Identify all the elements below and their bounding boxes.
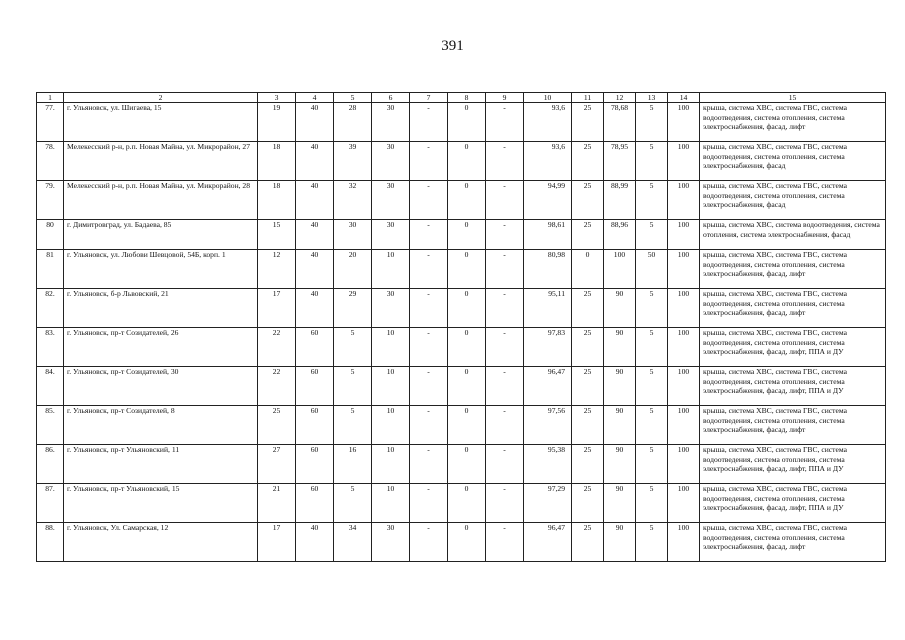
cell-col-4: 60 xyxy=(296,445,334,484)
cell-col-1: 79. xyxy=(37,181,64,220)
cell-col-13: 5 xyxy=(636,220,668,250)
cell-col-2: Мелекесский р-н, р.п. Новая Майна, ул. Микрорайон, 28 xyxy=(64,181,258,220)
cell-col-9: - xyxy=(486,484,524,523)
cell-col-11: 25 xyxy=(572,484,604,523)
cell-col-1: 82. xyxy=(37,289,64,328)
cell-col-10: 94,99 xyxy=(524,181,572,220)
cell-col-8: 0 xyxy=(448,484,486,523)
table-row xyxy=(37,523,886,562)
table-row xyxy=(37,289,886,328)
page-number: 391 xyxy=(441,38,464,54)
cell-col-9: - xyxy=(486,181,524,220)
cell-col-9: - xyxy=(486,445,524,484)
cell-col-13: 5 xyxy=(636,406,668,445)
cell-col-2: г. Ульяновск, пр-т Созидателей, 26 xyxy=(64,328,258,367)
cell-col-2: г. Ульяновск, Ул. Самарская, 12 xyxy=(64,523,258,562)
cell-col-15: крыша, система ХВС, система ГВС, система водоотведения, система отопления, система электроснабжения, фасад, лифт, ППА и ДУ xyxy=(700,367,886,406)
cell-col-14: 100 xyxy=(668,367,700,406)
cell-col-9: - xyxy=(486,406,524,445)
header-row xyxy=(37,93,886,103)
cell-col-10: 95,11 xyxy=(524,289,572,328)
cell-col-4: 40 xyxy=(296,220,334,250)
column-header-12: 12 xyxy=(604,93,636,103)
cell-col-8: 0 xyxy=(448,289,486,328)
cell-col-8: 0 xyxy=(448,406,486,445)
cell-col-7: - xyxy=(410,445,448,484)
column-header-5: 5 xyxy=(334,93,372,103)
cell-col-7: - xyxy=(410,367,448,406)
cell-col-10: 97,56 xyxy=(524,406,572,445)
cell-col-11: 0 xyxy=(572,250,604,289)
cell-col-14: 100 xyxy=(668,523,700,562)
cell-col-6: 10 xyxy=(372,367,410,406)
column-header-1: 1 xyxy=(37,93,64,103)
cell-col-14: 100 xyxy=(668,142,700,181)
cell-col-11: 25 xyxy=(572,289,604,328)
cell-col-14: 100 xyxy=(668,181,700,220)
cell-col-4: 40 xyxy=(296,181,334,220)
table-row xyxy=(37,484,886,523)
column-header-15: 15 xyxy=(700,93,886,103)
cell-col-5: 34 xyxy=(334,523,372,562)
column-header-7: 7 xyxy=(410,93,448,103)
cell-col-10: 95,38 xyxy=(524,445,572,484)
cell-col-10: 96,47 xyxy=(524,523,572,562)
cell-col-2: г. Ульяновск, б-р Львовский, 21 xyxy=(64,289,258,328)
cell-col-15: крыша, система ХВС, система ГВС, система водоотведения, система отопления, система электроснабжения, фасад, лифт, ППА и ДУ xyxy=(700,445,886,484)
table-row xyxy=(37,445,886,484)
cell-col-8: 0 xyxy=(448,103,486,142)
cell-col-12: 90 xyxy=(604,445,636,484)
cell-col-5: 5 xyxy=(334,367,372,406)
table-row xyxy=(37,142,886,181)
cell-col-6: 10 xyxy=(372,250,410,289)
cell-col-1: 88. xyxy=(37,523,64,562)
cell-col-4: 60 xyxy=(296,367,334,406)
cell-col-12: 90 xyxy=(604,484,636,523)
cell-col-12: 90 xyxy=(604,289,636,328)
column-header-8: 8 xyxy=(448,93,486,103)
data-table xyxy=(36,92,886,562)
cell-col-6: 30 xyxy=(372,289,410,328)
cell-col-4: 60 xyxy=(296,484,334,523)
cell-col-5: 29 xyxy=(334,289,372,328)
cell-col-10: 93,6 xyxy=(524,142,572,181)
cell-col-1: 84. xyxy=(37,367,64,406)
cell-col-9: - xyxy=(486,367,524,406)
cell-col-10: 80,98 xyxy=(524,250,572,289)
cell-col-9: - xyxy=(486,328,524,367)
table-row xyxy=(37,103,886,142)
cell-col-15: крыша, система ХВС, система ГВС, система водоотведения, система отопления, система электроснабжения, фасад, лифт xyxy=(700,523,886,562)
column-header-13: 13 xyxy=(636,93,668,103)
column-header-6: 6 xyxy=(372,93,410,103)
cell-col-1: 80 xyxy=(37,220,64,250)
cell-col-15: крыша, система ХВС, система ГВС, система водоотведения, система отопления, система электроснабжения, фасад, лифт, ППА и ДУ xyxy=(700,328,886,367)
cell-col-12: 88,96 xyxy=(604,220,636,250)
cell-col-5: 28 xyxy=(334,103,372,142)
cell-col-10: 96,47 xyxy=(524,367,572,406)
cell-col-15: крыша, система ХВС, система ГВС, система водоотведения, система отопления, система электроснабжения, фасад xyxy=(700,142,886,181)
cell-col-9: - xyxy=(486,523,524,562)
cell-col-9: - xyxy=(486,103,524,142)
cell-col-13: 5 xyxy=(636,289,668,328)
cell-col-13: 5 xyxy=(636,367,668,406)
cell-col-3: 15 xyxy=(258,220,296,250)
cell-col-4: 40 xyxy=(296,289,334,328)
cell-col-7: - xyxy=(410,484,448,523)
column-header-14: 14 xyxy=(668,93,700,103)
cell-col-4: 60 xyxy=(296,328,334,367)
cell-col-6: 30 xyxy=(372,181,410,220)
cell-col-7: - xyxy=(410,220,448,250)
cell-col-5: 5 xyxy=(334,406,372,445)
cell-col-14: 100 xyxy=(668,250,700,289)
cell-col-12: 100 xyxy=(604,250,636,289)
cell-col-11: 25 xyxy=(572,181,604,220)
cell-col-14: 100 xyxy=(668,406,700,445)
cell-col-9: - xyxy=(486,142,524,181)
cell-col-7: - xyxy=(410,328,448,367)
cell-col-13: 5 xyxy=(636,181,668,220)
cell-col-11: 25 xyxy=(572,103,604,142)
cell-col-3: 27 xyxy=(258,445,296,484)
cell-col-12: 90 xyxy=(604,406,636,445)
cell-col-8: 0 xyxy=(448,142,486,181)
column-header-2: 2 xyxy=(64,93,258,103)
cell-col-2: г. Ульяновск, пр-т Созидателей, 8 xyxy=(64,406,258,445)
cell-col-10: 97,29 xyxy=(524,484,572,523)
cell-col-14: 100 xyxy=(668,289,700,328)
cell-col-6: 30 xyxy=(372,103,410,142)
cell-col-5: 32 xyxy=(334,181,372,220)
cell-col-15: крыша, система ХВС, система ГВС, система водоотведения, система отопления, система электроснабжения, фасад, лифт, ППА и ДУ xyxy=(700,484,886,523)
cell-col-12: 78,68 xyxy=(604,103,636,142)
cell-col-2: г. Ульяновск, пр-т Созидателей, 30 xyxy=(64,367,258,406)
cell-col-6: 30 xyxy=(372,142,410,181)
table-row xyxy=(37,406,886,445)
cell-col-3: 18 xyxy=(258,142,296,181)
cell-col-8: 0 xyxy=(448,250,486,289)
cell-col-3: 18 xyxy=(258,181,296,220)
cell-col-10: 98,61 xyxy=(524,220,572,250)
column-header-4: 4 xyxy=(296,93,334,103)
cell-col-4: 40 xyxy=(296,250,334,289)
table-row xyxy=(37,328,886,367)
cell-col-14: 100 xyxy=(668,484,700,523)
cell-col-12: 90 xyxy=(604,523,636,562)
column-header-10: 10 xyxy=(524,93,572,103)
cell-col-15: крыша, система ХВС, система ГВС, система водоотведения, система отопления, система электроснабжения, фасад xyxy=(700,181,886,220)
cell-col-7: - xyxy=(410,142,448,181)
cell-col-3: 19 xyxy=(258,103,296,142)
cell-col-5: 39 xyxy=(334,142,372,181)
column-header-9: 9 xyxy=(486,93,524,103)
cell-col-5: 5 xyxy=(334,484,372,523)
cell-col-10: 97,83 xyxy=(524,328,572,367)
cell-col-1: 86. xyxy=(37,445,64,484)
cell-col-6: 10 xyxy=(372,328,410,367)
cell-col-6: 10 xyxy=(372,484,410,523)
cell-col-13: 5 xyxy=(636,328,668,367)
cell-col-11: 25 xyxy=(572,142,604,181)
cell-col-12: 90 xyxy=(604,328,636,367)
cell-col-14: 100 xyxy=(668,220,700,250)
cell-col-6: 30 xyxy=(372,523,410,562)
cell-col-14: 100 xyxy=(668,445,700,484)
cell-col-12: 88,99 xyxy=(604,181,636,220)
cell-col-1: 78. xyxy=(37,142,64,181)
cell-col-15: крыша, система ХВС, система ГВС, система водоотведения, система отопления, система электроснабжения, фасад, лифт xyxy=(700,406,886,445)
cell-col-7: - xyxy=(410,289,448,328)
cell-col-6: 10 xyxy=(372,445,410,484)
cell-col-8: 0 xyxy=(448,181,486,220)
cell-col-9: - xyxy=(486,289,524,328)
cell-col-1: 81 xyxy=(37,250,64,289)
cell-col-12: 90 xyxy=(604,367,636,406)
cell-col-3: 21 xyxy=(258,484,296,523)
cell-col-10: 93,6 xyxy=(524,103,572,142)
cell-col-3: 17 xyxy=(258,523,296,562)
cell-col-13: 5 xyxy=(636,523,668,562)
cell-col-6: 30 xyxy=(372,220,410,250)
cell-col-2: г. Ульяновск, ул. Любови Шевцовой, 54Б, корп. 1 xyxy=(64,250,258,289)
table-row xyxy=(37,220,886,250)
cell-col-15: крыша, система ХВС, система ГВС, система водоотведения, система отопления, система электроснабжения, фасад, лифт xyxy=(700,250,886,289)
cell-col-13: 5 xyxy=(636,445,668,484)
cell-col-8: 0 xyxy=(448,328,486,367)
table-row xyxy=(37,250,886,289)
cell-col-1: 87. xyxy=(37,484,64,523)
cell-col-2: г. Ульяновск, ул. Шигаева, 15 xyxy=(64,103,258,142)
cell-col-15: крыша, система ХВС, система водоотведения, система отопления, система электроснабжения, фасад xyxy=(700,220,886,250)
cell-col-5: 16 xyxy=(334,445,372,484)
cell-col-3: 25 xyxy=(258,406,296,445)
cell-col-15: крыша, система ХВС, система ГВС, система водоотведения, система отопления, система электроснабжения, фасад, лифт xyxy=(700,103,886,142)
cell-col-8: 0 xyxy=(448,367,486,406)
cell-col-7: - xyxy=(410,103,448,142)
cell-col-3: 12 xyxy=(258,250,296,289)
cell-col-11: 25 xyxy=(572,406,604,445)
cell-col-7: - xyxy=(410,523,448,562)
cell-col-9: - xyxy=(486,250,524,289)
cell-col-2: г. Димитровград, ул. Бадаева, 85 xyxy=(64,220,258,250)
cell-col-2: Мелекесский р-н, р.п. Новая Майна, ул. Микрорайон, 27 xyxy=(64,142,258,181)
column-header-11: 11 xyxy=(572,93,604,103)
cell-col-3: 17 xyxy=(258,289,296,328)
cell-col-14: 100 xyxy=(668,328,700,367)
cell-col-6: 10 xyxy=(372,406,410,445)
table-row xyxy=(37,181,886,220)
cell-col-2: г. Ульяновск, пр-т Ульяновский, 11 xyxy=(64,445,258,484)
cell-col-11: 25 xyxy=(572,367,604,406)
cell-col-4: 60 xyxy=(296,406,334,445)
cell-col-15: крыша, система ХВС, система ГВС, система водоотведения, система отопления, система электроснабжения, фасад, лифт xyxy=(700,289,886,328)
cell-col-4: 40 xyxy=(296,142,334,181)
cell-col-12: 78,95 xyxy=(604,142,636,181)
cell-col-13: 5 xyxy=(636,103,668,142)
cell-col-3: 22 xyxy=(258,328,296,367)
cell-col-7: - xyxy=(410,181,448,220)
cell-col-4: 40 xyxy=(296,103,334,142)
cell-col-11: 25 xyxy=(572,220,604,250)
cell-col-1: 83. xyxy=(37,328,64,367)
cell-col-5: 30 xyxy=(334,220,372,250)
cell-col-9: - xyxy=(486,220,524,250)
cell-col-5: 20 xyxy=(334,250,372,289)
cell-col-3: 22 xyxy=(258,367,296,406)
cell-col-13: 5 xyxy=(636,142,668,181)
cell-col-13: 5 xyxy=(636,484,668,523)
cell-col-7: - xyxy=(410,250,448,289)
cell-col-1: 77. xyxy=(37,103,64,142)
cell-col-11: 25 xyxy=(572,328,604,367)
cell-col-8: 0 xyxy=(448,445,486,484)
cell-col-4: 40 xyxy=(296,523,334,562)
cell-col-2: г. Ульяновск, пр-т Ульяновский, 15 xyxy=(64,484,258,523)
cell-col-5: 5 xyxy=(334,328,372,367)
cell-col-8: 0 xyxy=(448,220,486,250)
cell-col-1: 85. xyxy=(37,406,64,445)
table-row xyxy=(37,367,886,406)
cell-col-8: 0 xyxy=(448,523,486,562)
cell-col-11: 25 xyxy=(572,445,604,484)
column-header-3: 3 xyxy=(258,93,296,103)
cell-col-7: - xyxy=(410,406,448,445)
cell-col-14: 100 xyxy=(668,103,700,142)
cell-col-11: 25 xyxy=(572,523,604,562)
cell-col-13: 50 xyxy=(636,250,668,289)
